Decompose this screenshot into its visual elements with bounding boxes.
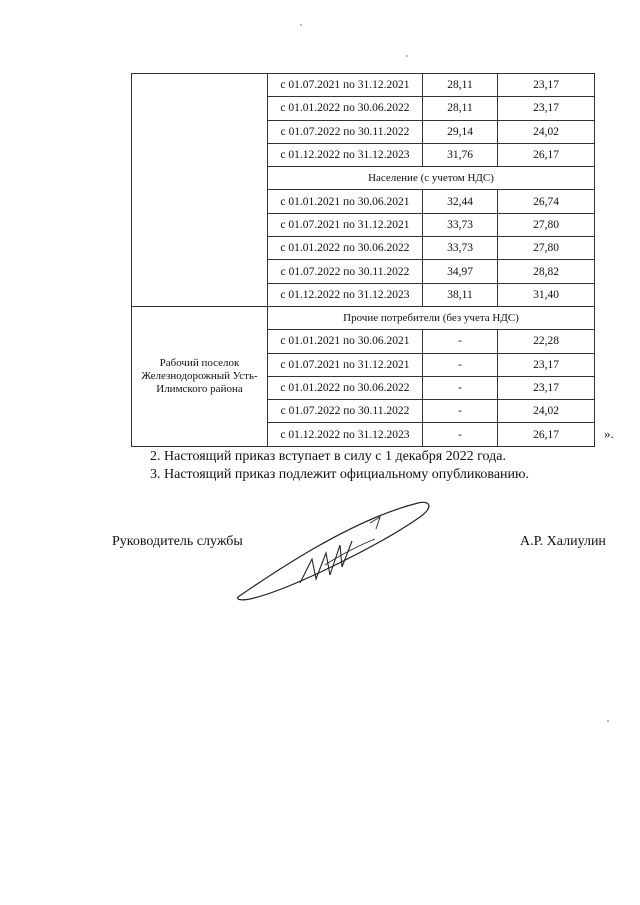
period-cell: с 01.12.2022 по 31.12.2023	[268, 283, 423, 306]
value-cell-2: 23,17	[498, 97, 595, 120]
paragraph-3: 3. Настоящий приказ подлежит официальному опубликованию.	[150, 467, 529, 482]
period-cell: с 01.07.2022 по 30.11.2022	[268, 400, 423, 423]
value-cell-2: 22,28	[498, 330, 595, 353]
value-cell-2: 26,17	[498, 143, 595, 166]
value-cell-2: 23,17	[498, 376, 595, 399]
value-cell-1: 28,11	[423, 97, 498, 120]
period-cell: с 01.01.2022 по 30.06.2022	[268, 97, 423, 120]
handwritten-signature	[230, 495, 440, 605]
value-cell-1: -	[423, 376, 498, 399]
value-cell-2: 26,17	[498, 423, 595, 446]
value-cell-1: -	[423, 423, 498, 446]
area-cell: Рабочий поселок Железнодорожный Усть-Илимского района	[132, 306, 268, 446]
period-cell: с 01.01.2021 по 30.06.2021	[268, 190, 423, 213]
value-cell-2: 23,17	[498, 74, 595, 97]
period-cell: с 01.12.2022 по 31.12.2023	[268, 143, 423, 166]
period-cell: с 01.01.2022 по 30.06.2022	[268, 237, 423, 260]
period-cell: с 01.07.2021 по 31.12.2021	[268, 213, 423, 236]
period-cell: с 01.07.2022 по 30.11.2022	[268, 120, 423, 143]
value-cell-2: 27,80	[498, 237, 595, 260]
value-cell-1: 31,76	[423, 143, 498, 166]
value-cell-2: 23,17	[498, 353, 595, 376]
paragraph-2: 2. Настоящий приказ вступает в силу с 1 декабря 2022 года.	[150, 449, 506, 464]
value-cell-2: 31,40	[498, 283, 595, 306]
table-row	[132, 74, 595, 97]
value-cell-1: -	[423, 330, 498, 353]
scan-speck	[406, 55, 408, 57]
value-cell-1: -	[423, 400, 498, 423]
signature-role: Руководитель службы	[112, 534, 243, 549]
value-cell-2: 24,02	[498, 120, 595, 143]
value-cell-2: 27,80	[498, 213, 595, 236]
table-section-row	[132, 306, 595, 329]
section-label: Прочие потребители (без учета НДС)	[268, 306, 595, 329]
value-cell-1: 33,73	[423, 213, 498, 236]
period-cell: с 01.12.2022 по 31.12.2023	[268, 423, 423, 446]
period-cell: с 01.07.2021 по 31.12.2021	[268, 74, 423, 97]
value-cell-1: 32,44	[423, 190, 498, 213]
period-cell: с 01.01.2022 по 30.06.2022	[268, 376, 423, 399]
period-cell: с 01.07.2022 по 30.11.2022	[268, 260, 423, 283]
signature-name: А.Р. Халиулин	[520, 534, 606, 549]
area-cell	[132, 74, 268, 307]
value-cell-1: 34,97	[423, 260, 498, 283]
period-cell: с 01.01.2021 по 30.06.2021	[268, 330, 423, 353]
value-cell-2: 24,02	[498, 400, 595, 423]
value-cell-1: 29,14	[423, 120, 498, 143]
section-label: Население (с учетом НДС)	[268, 167, 595, 190]
value-cell-1: -	[423, 353, 498, 376]
value-cell-1: 33,73	[423, 237, 498, 260]
tariff-table	[131, 73, 595, 447]
value-cell-1: 38,11	[423, 283, 498, 306]
value-cell-2: 26,74	[498, 190, 595, 213]
scan-speck	[300, 24, 302, 26]
period-cell: с 01.07.2021 по 31.12.2021	[268, 353, 423, 376]
closing-quote: ».	[604, 426, 614, 441]
scan-speck	[607, 720, 609, 722]
value-cell-2: 28,82	[498, 260, 595, 283]
value-cell-1: 28,11	[423, 74, 498, 97]
